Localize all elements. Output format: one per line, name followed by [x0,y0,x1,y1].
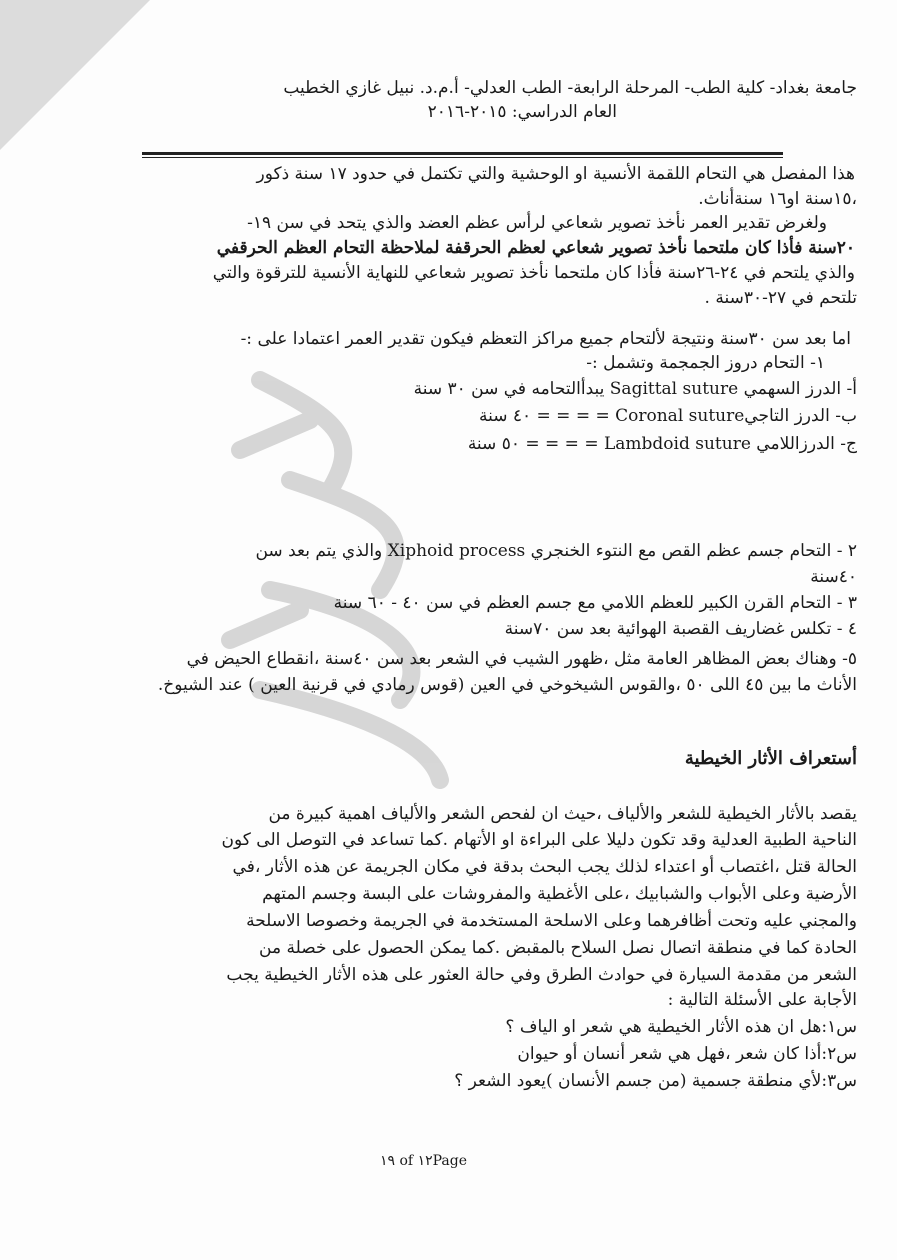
section-heading: أستعراف الأثار الخيطية [684,748,857,769]
watermark [200,360,500,790]
list-item: أ- الدرز السهمي Sagittal suture يبدأالتحامه في سن ٣٠ سنة [413,379,857,399]
text-line: الشعر من مقدمة السيارة في حوادث الطرق وفي حالة العثور على هذه الأثار الخيطية يجب [226,965,857,985]
text-line: الأجابة على الأسئلة التالية : [667,990,857,1010]
list-item: ٤٠سنة [810,567,857,587]
question-item: س٢:أذا كان شعر ،فهل هي شعر أنسان أو حيوان [517,1044,857,1064]
text-line: ،١٥سنة او١٦ سنةأناث. [698,189,857,209]
list-item: ٣ - التحام القرن الكبير للعظم اللامي مع جسم العظم في سن ٤٠ - ٦٠ سنة [333,593,857,613]
page-number: ١٩ of ١٢Page [380,1153,467,1169]
list-item: ج- الدرزاللامي Lambdoid suture = = = = ٥٠ سنة [467,434,857,454]
text-line: والذي يلتحم في ٢٤-٢٦سنة فأذا كان ملتحما نأخذ تصوير شعاعي للنهاية الأنسية للترقوة والتي [212,263,855,283]
list-item: ٥- وهناك بعض المظاهر العامة مثل ،ظهور الشيب في الشعر بعد سن ٤٠سنة ،انقطاع الحيض في [186,649,857,669]
header-rule-thin [142,157,783,158]
question-item: س٣:لأي منطقة جسمية (من جسم الأنسان )يعود الشعر ؟ [454,1071,857,1091]
header-line-2: العام الدراسي: ٢٠١٥-٢٠١٦ [427,102,617,122]
text-line: تلتحم في ٢٧-٣٠سنة . [704,288,857,308]
text-line: ولغرض تقدير العمر نأخذ تصوير شعاعي لرأس عظم العضد والذي يتحد في سن ١٩- [247,213,827,233]
text-line: الحالة قتل ،اغتصاب أو اعتداء لذلك يجب البحث بدقة في مكان الجريمة عن هذه الأثار ،في [232,857,857,877]
list-item: الأناث ما بين ٤٥ اللى ٥٠ ،والقوس الشيخوخي في العين (قوس رمادي في قرنية العين ) عند الشيوخ. [157,675,857,695]
text-line: اما بعد سن ٣٠سنة ونتيجة لألتحام جميع مراكز التعظم فيكون تقدير العمر اعتمادا على :- [240,329,851,349]
text-line: هذا المفصل هي التحام اللقمة الأنسية او الوحشية والتي تكتمل في حدود ١٧ سنة ذكور [256,164,855,184]
text-line: الأرضية وعلى الأبواب والشبابيك ،على الأغطية والمفروشات على البسة وجسم المتهم [262,884,857,904]
text-line: والمجني عليه وتحت أظافرهما وعلى الاسلحة المستخدمة في الجريمة وخصوصا الاسلحة [246,911,857,931]
text-line: الحادة كما في منطقة اتصال نصل السلاح بالمقبض .كما يمكن الحصول على خصلة من [259,938,857,958]
text-line: الناحية الطبية العدلية وقد تكون دليلا على البراءة او الأتهام .كما تساعد في التوصل الى كون [221,830,857,850]
question-item: س١:هل ان هذه الأثار الخيطية هي شعر او الياف ؟ [505,1017,857,1037]
header-rule-thick [142,152,783,155]
page-corner-fold [0,0,150,150]
list-item: ٢ - التحام جسم عظم القص مع النتوء الخنجري Xiphoid process والذي يتم بعد سن [255,541,857,561]
list-item: ب- الدرز التاجيCoronal suture = = = = ٤٠ سنة [478,406,857,426]
list-item: ٤ - تكلس غضاريف القصبة الهوائية بعد سن ٧٠سنة [504,619,857,639]
header-line-1: جامعة بغداد- كلية الطب- المرحلة الرابعة- الطب العدلي- أ.م.د. نبيل غازي الخطيب [283,78,857,98]
text-line: ٢٠سنة فأذا كان ملتحما نأخذ تصوير شعاعي لعظم الحرقفة لملاحظة التحام العظم الحرقفي [216,238,855,258]
list-item: ١- التحام دروز الجمجمة وتشمل :- [586,353,825,373]
text-line: يقصد بالأثار الخيطية للشعر والألياف ،حيث ان لفحص الشعر والألياف اهمية كبيرة من [268,804,857,824]
